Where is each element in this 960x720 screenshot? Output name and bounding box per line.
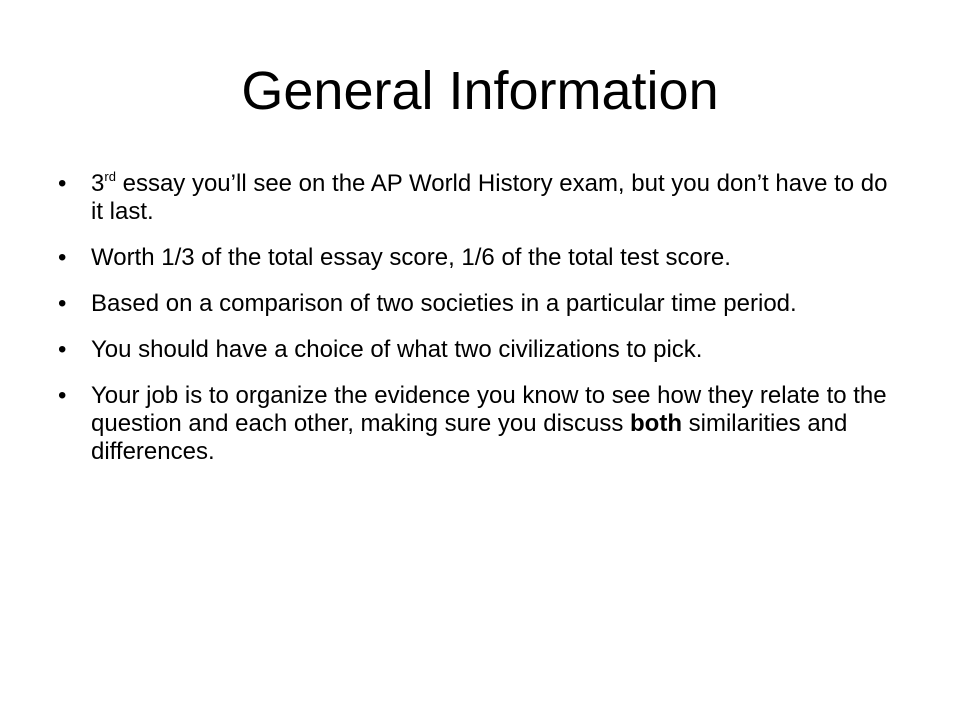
bullet-text-start: Your job is to organize the evidence you know to see how they relate to the question and each other, making sure you discuss <box>91 382 887 437</box>
bullet-text: essay you’ll see on the AP World History exam, but you don’t have to do it last. <box>91 170 888 225</box>
bullet-icon: • <box>58 244 67 271</box>
bullet-text: Based on a comparison of two societies in a particular time period. <box>91 290 797 317</box>
bullet-icon: • <box>58 336 67 363</box>
bullet-item <box>58 336 888 364</box>
bullet-item <box>58 244 888 272</box>
bullet-item <box>58 170 888 226</box>
bullet-text-emphasis: both <box>630 410 682 437</box>
bullet-item <box>58 382 888 466</box>
bullet-text: You should have a choice of what two civilizations to pick. <box>91 336 703 363</box>
bullet-text: Worth 1/3 of the total essay score, 1/6 of the total test score. <box>91 244 731 271</box>
bullet-icon: • <box>58 170 67 197</box>
bullet-list <box>58 170 888 484</box>
bullet-ordinal-number: 3 <box>91 170 105 197</box>
bullet-icon: • <box>58 290 67 317</box>
slide-title: General Information <box>241 61 719 121</box>
bullet-text-end: similarities and differences. <box>91 410 848 465</box>
bullet-icon: • <box>58 382 67 409</box>
bullet-ordinal-suffix: rd <box>104 169 116 184</box>
bullet-item <box>58 290 888 318</box>
